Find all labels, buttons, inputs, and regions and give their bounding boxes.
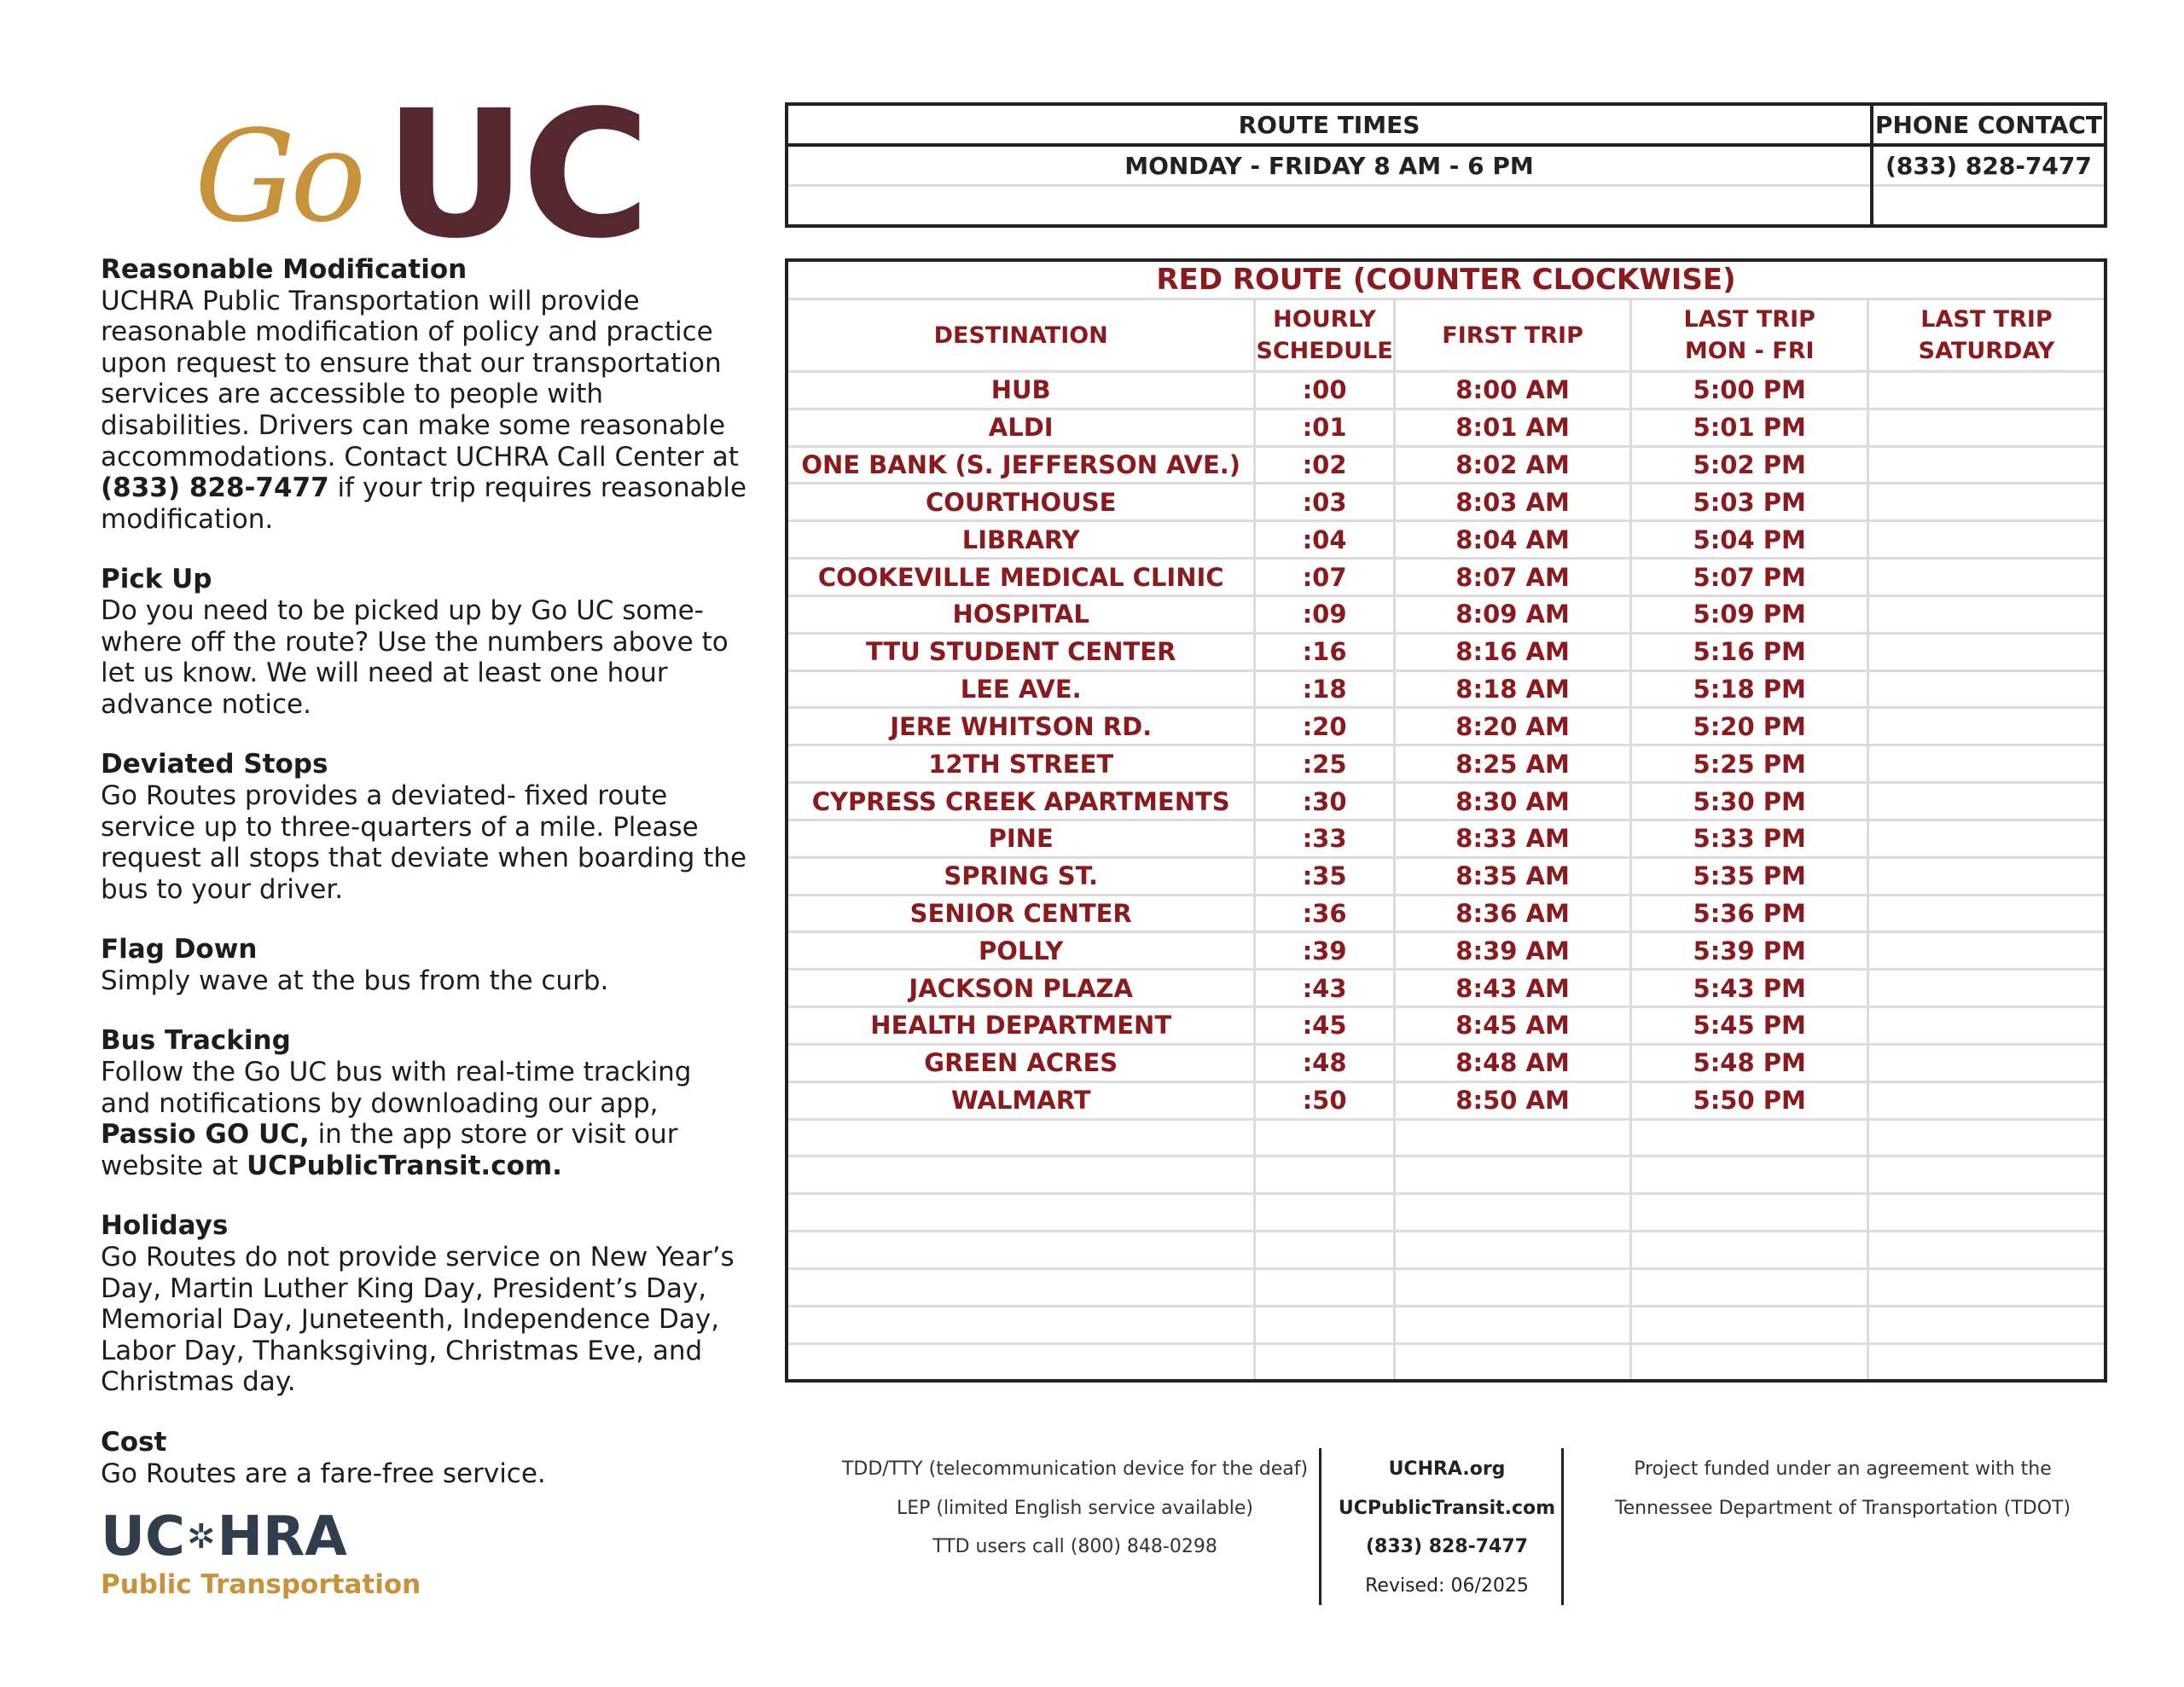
last-trip-sat-cell [1867, 595, 2106, 633]
uchra-left: UC [101, 1505, 185, 1568]
last-trip-sat-cell [1867, 783, 2106, 820]
footer-tdd: TDD/TTY (telecommunication device for the deaf) [841, 1458, 1309, 1480]
contact-header-row [787, 104, 2106, 145]
first-trip-cell: 8:39 AM [1394, 932, 1631, 970]
hourly-cell [1255, 1343, 1394, 1381]
text-part: if your trip requires reasonable modification. [101, 472, 747, 535]
table-row [787, 745, 2106, 783]
hourly-cell: :30 [1255, 783, 1394, 820]
section-title: Cost [101, 1427, 167, 1458]
uchra-wordmark [101, 1505, 527, 1568]
footer-ttd: TTD users call (800) 848-0298 [932, 1536, 1217, 1557]
first-trip-cell: 8:09 AM [1394, 595, 1631, 633]
phone-contact-label: PHONE CONTACT [1872, 104, 2106, 145]
empty-cell [1872, 186, 2106, 227]
last-trip-mf-cell [1631, 1306, 1868, 1343]
section-text: Simply wave at the bus from the curb. [101, 965, 609, 996]
footer-funding-line: Project funded under an agreement with the [1634, 1458, 2052, 1480]
table-row [787, 1044, 2106, 1081]
hourly-cell [1255, 1306, 1394, 1343]
footer-funding-line: Tennessee Department of Transportation (TDOT) [1614, 1497, 2071, 1519]
hourly-cell: :25 [1255, 745, 1394, 783]
destination-cell: JERE WHITSON RD. [787, 708, 1255, 745]
destination-cell: LEE AVE. [787, 670, 1255, 708]
table-row [787, 1343, 2106, 1381]
last-trip-sat-cell [1867, 670, 2106, 708]
first-trip-cell [1394, 1119, 1631, 1157]
text-part: Follow the Go UC bus with real-time tracking and notifications by downloading our app, [101, 1057, 692, 1119]
hourly-cell: :20 [1255, 708, 1394, 745]
destination-cell: POLLY [787, 932, 1255, 970]
first-trip-cell [1394, 1343, 1631, 1381]
header-first-trip: FIRST TRIP [1394, 299, 1631, 372]
hourly-cell [1255, 1119, 1394, 1157]
section-title: Deviated Stops [101, 749, 328, 780]
hourly-cell [1255, 1268, 1394, 1306]
route-title-row [787, 260, 2106, 299]
header-hourly-schedule [1255, 299, 1394, 372]
first-trip-cell: 8:02 AM [1394, 446, 1631, 484]
hourly-cell: :09 [1255, 595, 1394, 633]
last-trip-sat-cell [1867, 446, 2106, 484]
section-deviated-stops [101, 749, 749, 905]
destination-cell: HEALTH DEPARTMENT [787, 1007, 1255, 1045]
footer-divider [1319, 1448, 1321, 1605]
last-trip-mf-cell [1631, 1157, 1868, 1194]
last-trip-mf-cell: 5:16 PM [1631, 633, 1868, 670]
first-trip-cell: 8:20 AM [1394, 708, 1631, 745]
first-trip-cell: 8:43 AM [1394, 970, 1631, 1007]
contact-phone: (833) 828-7477 [1872, 145, 2106, 186]
section-pick-up [101, 564, 749, 720]
last-trip-sat-cell [1867, 970, 2106, 1007]
header-last-trip-saturday [1867, 299, 2106, 372]
header-last-trip-mon-fri [1631, 299, 1868, 372]
hourly-cell: :50 [1255, 1081, 1394, 1119]
revised-date: 06/2025 [1450, 1574, 1529, 1597]
text-part: in the app store or visit our website at [101, 1119, 678, 1181]
website-name: UCPublicTransit.com. [246, 1150, 562, 1181]
table-row [787, 708, 2106, 745]
destination-cell [787, 1194, 1255, 1232]
last-trip-sat-cell [1867, 521, 2106, 559]
section-title: Reasonable Modification [101, 254, 468, 285]
first-trip-cell [1394, 1232, 1631, 1269]
header-line: LAST TRIP [1920, 306, 2053, 333]
footer-site-transit[interactable]: UCPublicTransit.com [1338, 1497, 1556, 1519]
destination-cell [787, 1343, 1255, 1381]
last-trip-mf-cell: 5:01 PM [1631, 409, 1868, 446]
footer-revised [1327, 1567, 1566, 1606]
logo-uc-text: UC [384, 72, 646, 277]
destination-cell [787, 1268, 1255, 1306]
first-trip-cell [1394, 1157, 1631, 1194]
section-text [101, 1057, 749, 1181]
hourly-cell: :33 [1255, 820, 1394, 857]
footer-site-uchra[interactable]: UCHRA.org [1388, 1458, 1506, 1480]
table-row [787, 409, 2106, 446]
hourly-cell: :48 [1255, 1044, 1394, 1081]
destination-cell: WALMART [787, 1081, 1255, 1119]
footer-accessibility [776, 1450, 1374, 1567]
table-row [787, 783, 2106, 820]
section-text: Go Routes are a fare-free service. [101, 1458, 546, 1489]
footer-lep: LEP (limited English service available) [897, 1497, 1253, 1519]
table-row [787, 484, 2106, 521]
contact-empty-row [787, 186, 2106, 227]
last-trip-sat-cell [1867, 857, 2106, 895]
footer-divider [1561, 1448, 1564, 1605]
first-trip-cell [1394, 1194, 1631, 1232]
last-trip-sat-cell [1867, 1157, 2106, 1194]
destination-cell: TTU STUDENT CENTER [787, 633, 1255, 670]
table-row [787, 895, 2106, 932]
last-trip-mf-cell: 5:09 PM [1631, 595, 1868, 633]
hourly-cell: :45 [1255, 1007, 1394, 1045]
destination-cell [787, 1119, 1255, 1157]
destination-cell: HUB [787, 372, 1255, 409]
table-row [787, 595, 2106, 633]
table-row [787, 1007, 2106, 1045]
uchra-right: HRA [217, 1505, 347, 1568]
table-row [787, 633, 2106, 670]
table-row [787, 446, 2106, 484]
first-trip-cell: 8:45 AM [1394, 1007, 1631, 1045]
hourly-cell: :39 [1255, 932, 1394, 970]
last-trip-sat-cell [1867, 559, 2106, 596]
first-trip-cell: 8:01 AM [1394, 409, 1631, 446]
last-trip-sat-cell [1867, 633, 2106, 670]
section-title: Flag Down [101, 934, 258, 965]
last-trip-sat-cell [1867, 895, 2106, 932]
last-trip-mf-cell: 5:45 PM [1631, 1007, 1868, 1045]
table-row [787, 857, 2106, 895]
destination-cell [787, 1306, 1255, 1343]
tennessee-stars-icon: ✲ [186, 1517, 216, 1557]
first-trip-cell: 8:04 AM [1394, 521, 1631, 559]
revised-label: Revised: [1365, 1574, 1445, 1597]
footer-contact [1327, 1450, 1566, 1605]
last-trip-sat-cell [1867, 708, 2106, 745]
first-trip-cell: 8:03 AM [1394, 484, 1631, 521]
last-trip-mf-cell [1631, 1232, 1868, 1269]
destination-cell: ALDI [787, 409, 1255, 446]
empty-cell [787, 186, 1872, 227]
destination-cell: GREEN ACRES [787, 1044, 1255, 1081]
header-line: MON - FRI [1684, 338, 1815, 364]
first-trip-cell: 8:25 AM [1394, 745, 1631, 783]
table-row [787, 1268, 2106, 1306]
last-trip-sat-cell [1867, 1268, 2106, 1306]
table-row [787, 970, 2106, 1007]
service-hours: MONDAY - FRIDAY 8 AM - 6 PM [787, 145, 1872, 186]
hourly-cell: :36 [1255, 895, 1394, 932]
last-trip-mf-cell: 5:33 PM [1631, 820, 1868, 857]
destination-cell: 12TH STREET [787, 745, 1255, 783]
table-row [787, 1081, 2106, 1119]
text-part: UCHRA Public Transportation will provide reasonable modification of policy and practice upon request to ensure that our transportation services are accessible to people with disabilities. Drivers can make some reasonable accommodations. Contact UCHRA Call Center at [101, 285, 739, 472]
last-trip-mf-cell: 5:03 PM [1631, 484, 1868, 521]
last-trip-mf-cell: 5:18 PM [1631, 670, 1868, 708]
route-title: RED ROUTE (COUNTER CLOCKWISE) [787, 260, 2106, 299]
first-trip-cell: 8:16 AM [1394, 633, 1631, 670]
header-line: SCHEDULE [1256, 338, 1393, 364]
last-trip-sat-cell [1867, 484, 2106, 521]
hourly-cell: :43 [1255, 970, 1394, 1007]
last-trip-mf-cell: 5:00 PM [1631, 372, 1868, 409]
uchra-logo [101, 1505, 527, 1603]
table-row [787, 1157, 2106, 1194]
hourly-cell [1255, 1194, 1394, 1232]
last-trip-mf-cell: 5:43 PM [1631, 970, 1868, 1007]
header-destination: DESTINATION [787, 299, 1255, 372]
last-trip-mf-cell: 5:39 PM [1631, 932, 1868, 970]
destination-cell: SENIOR CENTER [787, 895, 1255, 932]
table-row [787, 372, 2106, 409]
last-trip-mf-cell [1631, 1119, 1868, 1157]
table-row [787, 559, 2106, 596]
last-trip-mf-cell: 5:20 PM [1631, 708, 1868, 745]
section-text: Go Routes provides a deviated- fixed route service up to three-quarters of a mile. Please request all stops that deviate when boarding the bus to your driver. [101, 780, 747, 905]
destination-cell: ONE BANK (S. JEFFERSON AVE.) [787, 446, 1255, 484]
table-row [787, 1306, 2106, 1343]
last-trip-sat-cell [1867, 745, 2106, 783]
last-trip-sat-cell [1867, 1343, 2106, 1381]
header-line: SATURDAY [1918, 338, 2055, 364]
destination-cell: LIBRARY [787, 521, 1255, 559]
table-row [787, 820, 2106, 857]
last-trip-sat-cell [1867, 932, 2106, 970]
section-title: Bus Tracking [101, 1025, 291, 1057]
footer-phone: (833) 828-7477 [1366, 1536, 1528, 1557]
last-trip-mf-cell: 5:36 PM [1631, 895, 1868, 932]
destination-cell [787, 1232, 1255, 1269]
first-trip-cell: 8:36 AM [1394, 895, 1631, 932]
last-trip-mf-cell: 5:04 PM [1631, 521, 1868, 559]
hourly-cell: :35 [1255, 857, 1394, 895]
header-line: HOURLY [1273, 306, 1376, 333]
first-trip-cell: 8:33 AM [1394, 820, 1631, 857]
route-header-row [787, 299, 2106, 372]
last-trip-sat-cell [1867, 820, 2106, 857]
last-trip-sat-cell [1867, 1081, 2106, 1119]
last-trip-mf-cell [1631, 1343, 1868, 1381]
header-line: LAST TRIP [1683, 306, 1815, 333]
last-trip-mf-cell: 5:35 PM [1631, 857, 1868, 895]
table-row [787, 1119, 2106, 1157]
destination-cell: SPRING ST. [787, 857, 1255, 895]
section-flag-down [101, 934, 749, 996]
call-center-phone: (833) 828-7477 [101, 472, 329, 504]
destination-cell: HOSPITAL [787, 595, 1255, 633]
hourly-cell: :16 [1255, 633, 1394, 670]
section-reasonable-modification [101, 254, 749, 535]
last-trip-sat-cell [1867, 372, 2106, 409]
route-schedule-table [785, 258, 2107, 1383]
destination-cell: PINE [787, 820, 1255, 857]
destination-cell: CYPRESS CREEK APARTMENTS [787, 783, 1255, 820]
section-text: Do you need to be picked up by Go UC some-where off the route? Use the numbers above to let us know. We will need at least one hour advance notice. [101, 594, 729, 720]
table-row [787, 670, 2106, 708]
destination-cell: COURTHOUSE [787, 484, 1255, 521]
first-trip-cell [1394, 1306, 1631, 1343]
uchra-subtitle: Public Transportation [101, 1569, 421, 1600]
contact-value-row [787, 145, 2106, 186]
route-times-label: ROUTE TIMES [787, 104, 1872, 145]
last-trip-mf-cell: 5:48 PM [1631, 1044, 1868, 1081]
section-cost [101, 1427, 749, 1489]
table-row [787, 1232, 2106, 1269]
last-trip-sat-cell [1867, 1194, 2106, 1232]
info-column [101, 254, 749, 1518]
logo-go-text: Go [195, 103, 362, 250]
contact-table [785, 102, 2107, 228]
table-row [787, 932, 2106, 970]
hourly-cell [1255, 1232, 1394, 1269]
section-text [101, 286, 749, 536]
section-text: Go Routes do not provide service on New Year’s Day, Martin Luther King Day, President’s Day, Memorial Day, Juneteenth, Independence Day, Labor Day, Thanksgiving, Christmas Eve, and Christmas day. [101, 1242, 735, 1398]
hourly-cell: :03 [1255, 484, 1394, 521]
first-trip-cell: 8:30 AM [1394, 783, 1631, 820]
hourly-cell: :07 [1255, 559, 1394, 596]
last-trip-mf-cell: 5:25 PM [1631, 745, 1868, 783]
table-row [787, 1194, 2106, 1232]
last-trip-mf-cell: 5:50 PM [1631, 1081, 1868, 1119]
last-trip-mf-cell [1631, 1268, 1868, 1306]
last-trip-mf-cell [1631, 1194, 1868, 1232]
hourly-cell: :18 [1255, 670, 1394, 708]
last-trip-sat-cell [1867, 1306, 2106, 1343]
hourly-cell [1255, 1157, 1394, 1194]
last-trip-mf-cell: 5:30 PM [1631, 783, 1868, 820]
footer-funding [1587, 1450, 2099, 1528]
last-trip-sat-cell [1867, 409, 2106, 446]
first-trip-cell: 8:00 AM [1394, 372, 1631, 409]
section-holidays [101, 1210, 749, 1398]
destination-cell: COOKEVILLE MEDICAL CLINIC [787, 559, 1255, 596]
hourly-cell: :00 [1255, 372, 1394, 409]
first-trip-cell: 8:18 AM [1394, 670, 1631, 708]
first-trip-cell: 8:50 AM [1394, 1081, 1631, 1119]
hourly-cell: :01 [1255, 409, 1394, 446]
route-rows [787, 372, 2106, 1382]
destination-cell: JACKSON PLAZA [787, 970, 1255, 1007]
section-title: Pick Up [101, 564, 212, 595]
last-trip-sat-cell [1867, 1007, 2106, 1045]
destination-cell [787, 1157, 1255, 1194]
section-title: Holidays [101, 1210, 229, 1242]
section-bus-tracking [101, 1025, 749, 1181]
last-trip-sat-cell [1867, 1044, 2106, 1081]
hourly-cell: :04 [1255, 521, 1394, 559]
table-row [787, 521, 2106, 559]
hourly-cell: :02 [1255, 446, 1394, 484]
app-name: Passio GO UC, [101, 1119, 310, 1151]
last-trip-sat-cell [1867, 1119, 2106, 1157]
last-trip-mf-cell: 5:07 PM [1631, 559, 1868, 596]
first-trip-cell: 8:48 AM [1394, 1044, 1631, 1081]
first-trip-cell [1394, 1268, 1631, 1306]
first-trip-cell: 8:35 AM [1394, 857, 1631, 895]
last-trip-mf-cell: 5:02 PM [1631, 446, 1868, 484]
last-trip-sat-cell [1867, 1232, 2106, 1269]
first-trip-cell: 8:07 AM [1394, 559, 1631, 596]
